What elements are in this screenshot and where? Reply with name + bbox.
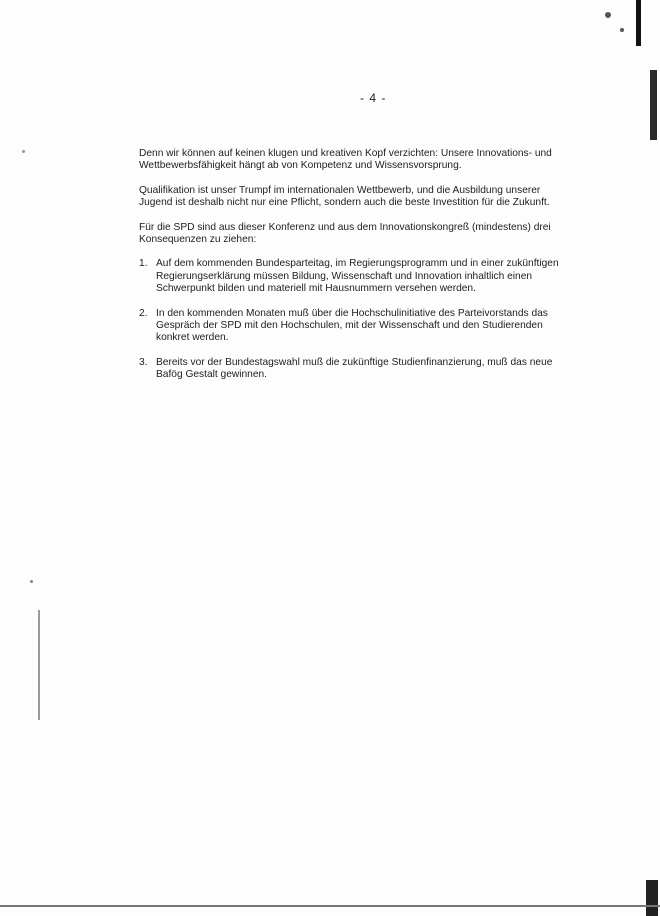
list-item — [139, 308, 559, 345]
list-item — [139, 357, 559, 382]
page-number: - 4 - — [360, 91, 387, 105]
list-item — [139, 258, 559, 295]
scan-speck — [30, 580, 33, 583]
scan-speck — [620, 28, 624, 32]
scan-edge-mark-bottom-right — [646, 880, 658, 916]
scan-speck — [22, 150, 25, 153]
body-text — [139, 148, 559, 394]
paragraph: Denn wir können auf keinen klugen und kreativen Kopf verzichten: Unsere Innovations- und Wettbewerbsfähigkeit hängt ab von Kompetenz und Wissensvorsprung. — [139, 148, 552, 172]
scan-left-streak — [38, 610, 40, 720]
scan-edge-mark-right — [650, 70, 657, 140]
paragraph: Qualifikation ist unser Trumpf im internationalen Wettbewerb, und die Ausbildung unserer Jugend ist deshalb nicht nur eine Pflicht, sondern auch die beste Investition für die Zukunft. — [139, 184, 550, 209]
paragraph: Für die SPD sind aus dieser Konferenz und aus dem Innovationskongreß (mindestens) drei Konsequenzen zu ziehen: — [139, 221, 551, 246]
list-text: Auf dem kommenden Bundesparteitag, im Regierungsprogramm und in einer zukünftigen Regierungserklärung müssen Bildung, Wissenschaft und Innovation inhaltlich einen Schwerpunkt bilden und materiell mit Hausnummern versehen werden. — [156, 258, 559, 295]
list-text: Bereits vor der Bundestagswahl muß die zukünftige Studienfinanzierung, muß das neue Bafög Gestalt gewinnen. — [156, 356, 553, 381]
list-number: 3. — [139, 356, 148, 368]
scan-speck — [605, 12, 611, 18]
list-number: 1. — [139, 258, 148, 270]
scan-bottom-line — [0, 905, 660, 907]
list-number: 2. — [139, 307, 148, 319]
list-text: In den kommenden Monaten muß über die Hochschulinitiative des Parteivorstands das Gespräch der SPD mit den Hochschulen, mit der Wissenschaft und den Studierenden konkret werden. — [156, 307, 548, 344]
scan-edge-mark-top-right — [636, 0, 641, 46]
